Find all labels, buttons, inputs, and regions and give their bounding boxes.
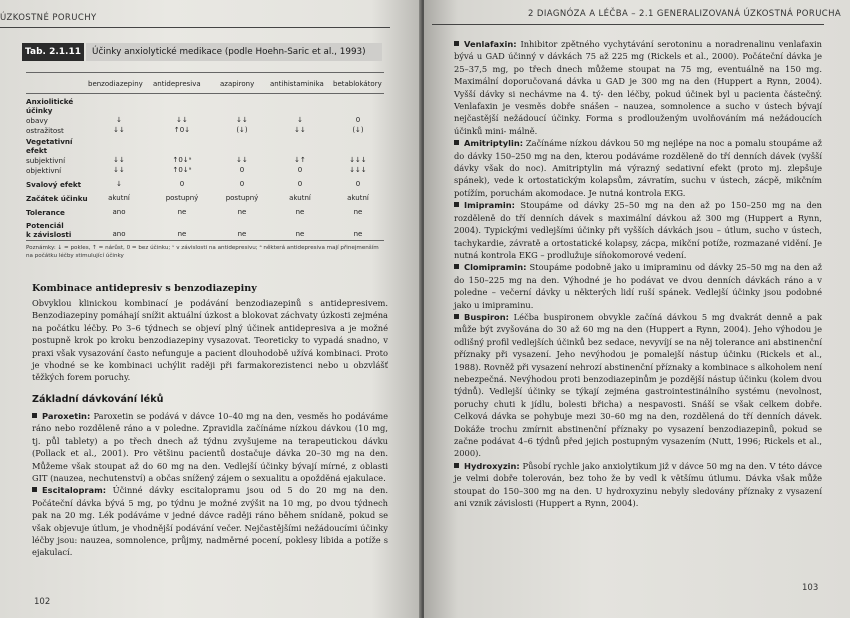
table-row-label: objektivní: [26, 166, 62, 175]
table-cell: ↑0↓ᵃ: [172, 166, 192, 174]
table-row-label: ostražitost: [26, 126, 64, 135]
drug-text: Účinné dávky escitalopramu jsou od 5 do 20 mg na den. Počáteční dávka bývá 5 mg, po týdnu je možné zvýšit na 10 mg, po dvou týdnech pak na 20 mg. Lék podáváme v jedné dávce raději ráno během snídaně, pokud se však objevuje útlum, je vhodnější podávání večer. Nejčastějšími nežádoucími účinky léčby jsou: nauzea, somnolence, průjmy, nadměrné pocení, poklesy libida a potíže s ejakulací.: [32, 485, 389, 558]
list-item: [454, 311, 822, 460]
table-row-label: účinky: [26, 106, 53, 115]
drug-text: Stoupáme podobně jako u imipraminu od dávky 25–50 mg na den až do 150–225 mg na den. Výhodné je ho podávat ve dvou denních dávkách ráno a v poledne – večerní dávky u některých lidí ruší spánek. Vedlejší účinky jsou podobné jako u imipraminu.: [454, 262, 822, 310]
table-col-header: benzodiazepiny: [88, 80, 143, 88]
table-row-label: k závislosti: [26, 230, 72, 239]
drug-term: Buspiron:: [464, 311, 509, 322]
table-cell: ne: [177, 208, 187, 216]
list-item: [32, 410, 388, 484]
table-cell: 0: [355, 180, 361, 188]
table-row-label: Potenciál: [26, 221, 64, 230]
drug-text: Začínáme nízkou dávkou 50 mg nejlépe na noc a pomalu stoupáme až do dávky 150–250 mg na den, kterou podáváme rozděleně do tří denních dávek (vyšší dávky však do noc). Amitriptylin má výrazný sedativní efekt (proto mj. zlepšuje spánek), vede k ortostatickým kolapsům, závratím, suchu v ústech, zácpě, mikčním potížím, poruchám akomodace. Je nutná kontrola EKG.: [454, 138, 823, 198]
drug-text: Inhibitor zpětného vychytávání serotoninu a noradrenalinu venlafaxin bývá u GAD účinný v dávkách 75 až 225 mg (Rickels et al., 2000). Počáteční dávka je 25–37,5 mg, po třech dnech můžeme stoupat na 75 mg, eventuálně na 150 mg. Maximální doporučovaná dávka u GAD je 300 mg na den (Huppert a Rynn, 2004). Vyšší dávky si nechávme na 4. tý- den léčby, pokud účinek byl u pacienta částečný. Venlafaxin je vesměs dobře snášen – nauzea, somnolence a sucho v ústech bývají nejčastější nežádoucí účinky. Forma s prodlouženým uvolňováním má nežádoucích účinků mini- málně.: [454, 39, 822, 136]
bullet-icon: [454, 314, 459, 319]
table-label: Tab. 2.1.11: [22, 43, 84, 61]
table-row-label: subjektivní: [26, 156, 66, 165]
table-cell: ↓↓↓: [349, 156, 367, 164]
list-item: [454, 460, 822, 510]
table-cell: (↓): [352, 126, 364, 134]
table-cell: ↑0↓ᵃ: [172, 156, 192, 164]
header-rule: [432, 24, 824, 25]
table-cell: ↓: [116, 180, 122, 188]
table-bottom-rule: [26, 240, 384, 241]
dosage-list-right: [454, 38, 822, 509]
table-cell: ↓↓: [294, 126, 306, 134]
table-cell: akutní: [289, 194, 311, 202]
table-cell: ne: [353, 208, 363, 216]
drug-term: Escitalopram:: [42, 485, 107, 496]
drug-term: Clomipramin:: [464, 262, 527, 273]
table-cell: ↓↓: [236, 116, 248, 124]
table-cell: ne: [353, 230, 363, 238]
table-cell: ↓↓: [113, 166, 125, 174]
bullet-icon: [454, 202, 459, 207]
table-row-label: efekt: [26, 146, 48, 155]
drug-term: Amitriptylin:: [464, 138, 524, 149]
list-item: [32, 484, 388, 558]
table-cell: ano: [112, 208, 126, 216]
table-cell: 0: [239, 180, 245, 188]
table-row-label: Anxiolitické: [26, 97, 74, 106]
header-rule: [0, 27, 390, 28]
paragraph: Obvyklou klinickou kombinací je podávání benzodiazepinů s antidepresivem. Benzodiazepiny pomáhají snížit aktuální úzkost a blokovat záchvaty úzkosti zejména na počátku léčby. Po 3–6 týdnech se objeví plný účinek antidepresiva a je možné postupně krok po kroku benzodiazepiny vysazovat. Teoreticky to vypadá snadno, v praxi však vysazování často nefunguje a pacient dlouhodobě užívá kombinaci. Proto je vhodné se ke kombinaci uchýlit raději při farmakorezistenci nebo u obzvlášť těžkých forem poruchy.: [32, 298, 388, 383]
left-page: [0, 0, 422, 618]
table-col-header: antihistaminika: [270, 80, 324, 88]
table-cell: ↓↓↓: [349, 166, 367, 174]
table-cell: ↓↑: [294, 156, 306, 164]
section-body: [32, 297, 388, 384]
table-row-label: Začátek účinku: [26, 194, 88, 203]
drug-term: Paroxetin:: [42, 411, 91, 421]
page-number: 102: [34, 597, 51, 607]
table-cell: ne: [177, 230, 187, 238]
table-cell: ne: [237, 208, 247, 216]
list-item: [454, 137, 822, 199]
table-cell: postupný: [165, 194, 199, 202]
table-row-label: Vegetativní: [26, 137, 73, 146]
drug-term: Venlafaxin:: [464, 39, 517, 49]
drug-text: Stoupáme od dávky 25–50 mg na den až po 150–250 mg na den rozděleně do tří denních dávek s maximální dávkou až 300 mg (Huppert a Rynn, 2004). Typickými vedlejšími účinky při vyšších dávkách jsou – útlum, sucho v ústech, tachykardie, závratě a ortostatické kolapsy, zácpa, mikční potíže, rozmazané vidění. Je nutná kontrola EKG – prodlužuje síňokomorové vedení.: [454, 200, 823, 260]
table-row-label: obavy: [26, 116, 48, 125]
section-heading: Základní dávkování léků: [32, 394, 164, 405]
drug-text: Paroxetin se podává v dávce 10–40 mg na den, vesměs ho podáváme ráno nebo rozděleně ráno a v poledne. Zpravidla začínáme nízkou dávkou (10 mg, tj. půl tablety) a po třech dnech až týdnu zvyšujeme na terapeutickou dávku (Pollack et al., 2001). Pro většinu pacientů dostačuje dávka 20–30 mg na den. Můžeme však stoupat až do 60 mg na den. Vedlejší účinky bývají mírné, z oblasti GIT (nauzea, nechutenství) a občas snížený zájem o sexualitu a opožděná ejakulace.: [32, 411, 388, 484]
bullet-icon: [32, 487, 37, 492]
list-item: [454, 199, 822, 261]
section-heading: Kombinace antidepresiv s benzodiazepiny: [32, 283, 257, 294]
table-cell: ne: [295, 230, 305, 238]
table-cell: ano: [112, 230, 126, 238]
table-cell: 0: [297, 166, 303, 174]
table-cell: akutní: [108, 194, 130, 202]
running-head-right: 2 DIAGNÓZA A LÉČBA – 2.1 GENERALIZOVANÁ ÚZKOSTNÁ PORUCHA: [528, 9, 842, 19]
table-cell: (↓): [236, 126, 248, 134]
right-page: [424, 0, 850, 618]
table-cell: ↓↓: [236, 156, 248, 164]
table-cell: ne: [237, 230, 247, 238]
table-cell: ↓↓: [113, 126, 125, 134]
table-row-label: Svalový efekt: [26, 180, 82, 189]
table-cell: ↓↓: [176, 116, 188, 124]
table-title: Účinky anxiolytické medikace (podle Hoehn-Saric et al., 1993): [86, 43, 382, 61]
bullet-icon: [32, 413, 37, 418]
dosage-list-left: [32, 410, 388, 559]
table-cell: ne: [295, 208, 305, 216]
list-item: [454, 38, 822, 137]
table-cell: 0: [355, 116, 361, 124]
table-col-header: antidepresiva: [153, 80, 201, 88]
table-cell: 0: [297, 180, 303, 188]
table-cell: 0: [179, 180, 185, 188]
table-header-rule: [26, 93, 384, 94]
bullet-icon: [454, 264, 459, 269]
table-row-label: Tolerance: [26, 208, 65, 217]
table-top-rule: [26, 72, 384, 73]
bullet-icon: [454, 140, 459, 145]
table-note: Poznámky: ↓ = pokles, ↑ = nárůst, 0 = bez účinku; ᵛ v závislosti na antidepresivu; ᵃ některá antidepresiva mají přinejmenším na počátku léčby stimulující účinky: [26, 245, 379, 259]
drug-term: Hydroxyzin:: [464, 460, 520, 471]
bullet-icon: [454, 41, 459, 46]
bullet-icon: [454, 463, 459, 468]
table-cell: 0: [239, 166, 245, 174]
table-cell: ↓: [116, 116, 122, 124]
table-cell: akutní: [347, 194, 369, 202]
table-cell: ↓↓: [113, 156, 125, 164]
drug-text: Působí rychle jako anxiolytikum již v dávce 50 mg na den. V této dávce je velmi dobře tolerován, bez toho že by vedl k většímu útlumu. Dávka však může stoupat do 150–300 mg na den. U hydroxyzinu nebyly sledovány příznaky z vysazení ani vznik závislosti (Huppert a Rynn, 2004).: [454, 460, 823, 509]
running-head-left: ÚZKOSTNÉ PORUCHY: [0, 13, 97, 23]
drug-term: Imipramin:: [464, 200, 515, 211]
table-col-header: betablokátory: [333, 80, 382, 88]
table-cell: ↓: [297, 116, 303, 124]
table-col-header: azapirony: [220, 80, 255, 88]
table-cell: ↑0↓: [173, 126, 191, 134]
table-cell: postupný: [225, 194, 259, 202]
drug-text: Léčba buspironem obvykle začíná dávkou 5 mg dvakrát denně a pak může být zvyšována do 30 až 60 mg na den (Huppert a Rynn, 2004). Jeho výhodou je odlišný profil vedlejších účinků bez sedace, nevyvíjí se na něj tolerance ani abstinenční příznaky při vysazení. Jeho nevýhodou je pomalejší nástup účinku (Rickels et al., 1988). Rovněž při vysazení nehrozí abstinenční příznaky a kombinace s alkoholem není nebezpečná. Nevýhodou proti benzodiazepinům je pozdější nástup účinku (kolem dvou týdnů). Vedlejší účinky se týkají zejména gastrointestinálního systému (nevolnost, poruchy chuti k jídlu, bolesti břicha) a nespavosti. Snáší se však celkem dobře. Celková dávka se pohybuje mezi 30–60 mg na den, rozdělená do tří denních dávek. Dokáže trochu zmírnit abstinenční příznaky po vysazení benzodiazepinů, pokud se začne podávat 4–6 týdnů před jejich postupným vysazením (Nutt, 1996; Rickels et al., 2000).: [454, 311, 822, 459]
page-number: 103: [802, 583, 819, 593]
list-item: [454, 261, 822, 311]
